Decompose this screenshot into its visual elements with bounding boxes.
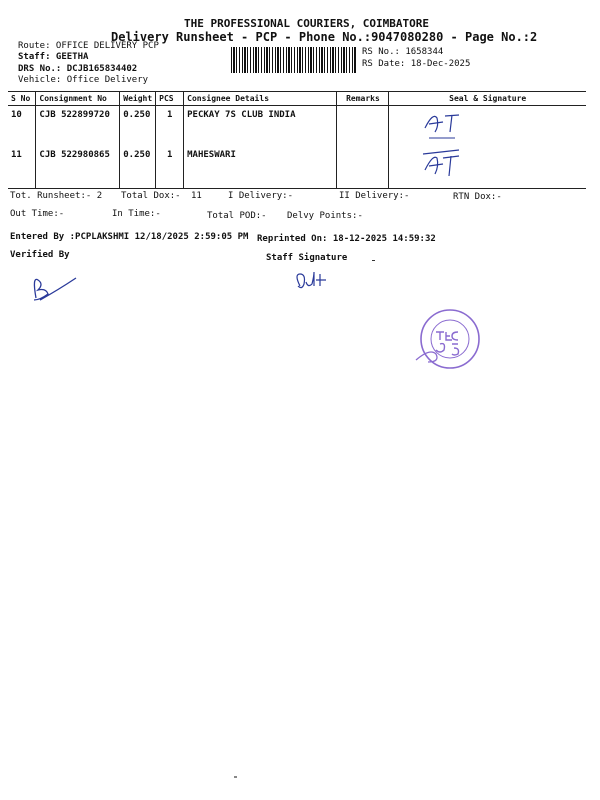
row-consignment: CJB 522899720 [36,106,120,147]
row-pcs: 1 [156,106,184,147]
row-remarks [337,106,389,147]
row-weight: 0.250 [120,146,156,189]
row-consignment: CJB 522980865 [36,146,120,189]
row-consignee: MAHESWARI [184,146,337,189]
runsheet-table [8,91,586,189]
i-delivery: I Delivery:- [228,191,294,201]
table-row [8,106,586,147]
row-signature [389,106,586,147]
row-remarks [337,146,389,189]
page-mark [234,776,237,778]
in-time: In Time:- [112,209,161,219]
column-header: Remarks [337,92,389,106]
row-sno: 11 [8,146,36,189]
column-header: Consignment No [36,92,120,106]
row-signature [389,146,586,189]
column-header: Weight [120,92,156,106]
tot-runsheet: Tot. Runsheet:- 2 [10,191,103,201]
total-dox-label: Total Dox:- [121,191,181,201]
total-pod: Total POD:- [207,211,267,221]
table-header-row [8,92,586,106]
entered-by: Entered By :PCPLAKSHMI 12/18/2025 2:59:05 PM [10,232,249,242]
company-name: THE PROFESSIONAL COURIERS, COIMBATORE [184,17,430,30]
drs-number: DRS No.: DCJB165834402 [18,64,138,74]
vehicle-label: Vehicle: Office Delivery [18,75,149,85]
column-header: Seal & Signature [389,92,586,106]
signature-image [419,146,479,182]
total-dox-value: 11 [191,191,202,201]
rs-number: RS No.: 1658344 [362,47,444,57]
table-row [8,146,586,189]
ii-delivery: II Delivery:- [339,191,410,201]
staff-signature-label: Staff Signature [266,253,348,263]
staff-signature-image [292,268,332,294]
rs-date: RS Date: 18-Dec-2025 [362,59,471,69]
runsheet-subtitle: Delivery Runsheet - PCP - Phone No.:9047080280 - Page No.:2 [111,30,538,44]
column-header: Consignee Details [184,92,337,106]
row-weight: 0.250 [120,106,156,147]
staff-label: Staff: GEETHA [18,52,89,62]
signature-image [419,108,479,142]
company-stamp [410,308,490,370]
column-header: PCS [156,92,184,106]
tick-mark [372,260,375,261]
row-sno: 10 [11,110,22,120]
delvy-points: Delvy Points:- [287,211,363,221]
row-pcs: 1 [156,146,184,189]
row-consignee: PECKAY 7S CLUB INDIA [184,106,337,147]
barcode [231,47,357,73]
route-label: Route: OFFICE DELIVERY PCP [18,41,159,51]
verified-by-label: Verified By [10,250,70,260]
rtn-dox: RTN Dox:- [453,192,502,202]
out-time: Out Time:- [10,209,65,219]
reprinted-on: Reprinted On: 18-12-2025 14:59:32 [257,234,436,244]
verifier-signature-image [28,270,84,306]
column-header: S No [8,92,36,106]
